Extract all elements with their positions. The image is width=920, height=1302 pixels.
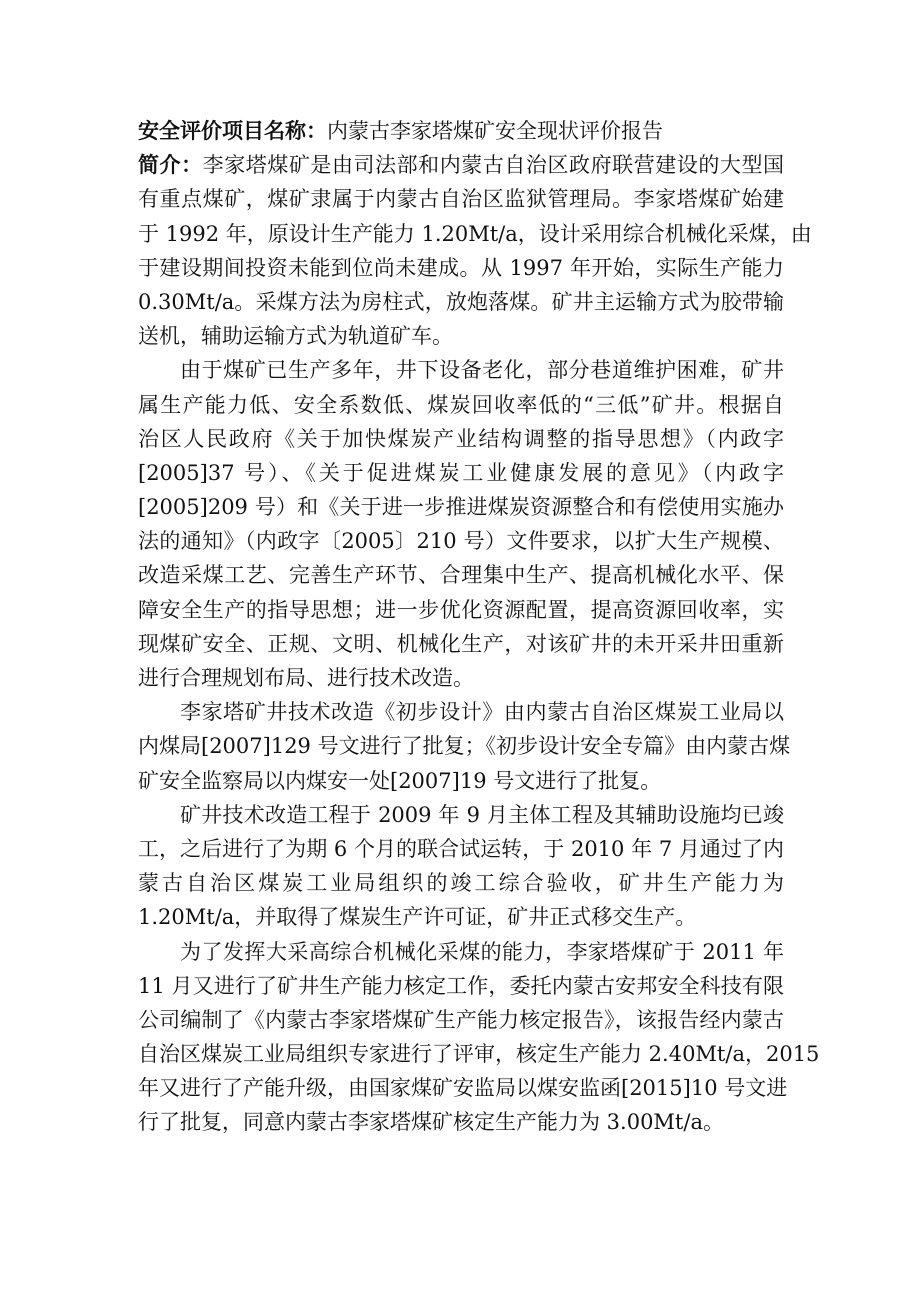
paragraph-line: 送机，辅助运输方式为轨道矿车。 xyxy=(138,324,453,349)
paragraph-line: [2005]37 号）、《关于促进煤炭工业健康发展的意见》（内政字 xyxy=(138,460,784,485)
paragraph-line: 11 月又进行了矿井生产能力核定工作，委托内蒙古安邦安全科技有限 xyxy=(138,973,784,998)
line-text: 李家塔煤矿是由司法部和内蒙古自治区政府联营建设的大型国 xyxy=(202,153,784,178)
paragraph-line: 治区人民政府《关于加快煤炭产业结构调整的指导思想》（内政字 xyxy=(138,426,784,451)
document-page xyxy=(138,114,820,1140)
body-paragraph xyxy=(138,353,784,695)
paragraph-line: 行了批复，同意内蒙古李家塔煤矿核定生产能力为 3.00Mt/a。 xyxy=(138,1110,724,1135)
paragraph-line: 内煤局[2007]129 号文进行了批复；《初步设计安全专篇》由内蒙古煤 xyxy=(138,734,791,759)
paragraph-line: 障安全生产的指导思想；进一步优化资源配置，提高资源回收率，实 xyxy=(138,597,784,622)
paragraph-line: 0.30Mt/a。采煤方法为房柱式，放炮落煤。矿井主运输方式为胶带输 xyxy=(138,289,784,314)
paragraph-line: 1.20Mt/a，并取得了煤炭生产许可证，矿井正式移交生产。 xyxy=(138,905,697,930)
paragraph-line: 现煤矿安全、正规、文明、机械化生产，对该矿井的未开采井田重新 xyxy=(138,631,784,656)
paragraph-line: 为了发挥大采高综合机械化采煤的能力，李家塔煤矿于 2011 年 xyxy=(180,939,784,964)
paragraph-line: 于建设期间投资未能到位尚未建成。从 1997 年开始，实际生产能力 xyxy=(138,255,784,280)
body-paragraph xyxy=(138,798,784,935)
paragraph-line: 李家塔矿井技术改造《初步设计》由内蒙古自治区煤炭工业局以 xyxy=(180,700,784,725)
paragraph-line: 年又进行了产能升级，由国家煤矿安监局以煤安监函[2015]10 号文进 xyxy=(138,1076,788,1101)
paragraph-line: 改造采煤工艺、完善生产环节、合理集中生产、提高机械化水平、保 xyxy=(138,563,784,588)
paragraph-line xyxy=(138,148,784,182)
paragraph-line: 由于煤矿已生产多年，井下设备老化，部分巷道维护困难，矿井 xyxy=(180,358,784,383)
paragraph-line: 于 1992 年，原设计生产能力 1.20Mt/a，设计采用综合机械化采煤，由 xyxy=(138,221,812,246)
paragraph-line: 自治区煤炭工业局组织专家进行了评审，核定生产能力 2.40Mt/a，2015 xyxy=(138,1042,820,1067)
intro-paragraph xyxy=(138,148,812,353)
paragraph-line: 法的通知》（内政字〔2005〕210 号）文件要求，以扩大生产规模、 xyxy=(138,529,784,554)
paragraph-line: 有重点煤矿，煤矿隶属于内蒙古自治区监狱管理局。李家塔煤矿始建 xyxy=(138,187,784,212)
project-title-label: 安全评价项目名称： xyxy=(138,118,327,143)
project-title-value: 内蒙古李家塔煤矿安全现状评价报告 xyxy=(327,119,663,143)
intro-label: 简介： xyxy=(138,152,203,178)
paragraph-line: 进行合理规划布局、进行技术改造。 xyxy=(138,666,474,690)
project-title-line xyxy=(138,114,784,148)
paragraph-line: 矿安全监察局以内煤安一处[2007]19 号文进行了批复。 xyxy=(138,768,662,793)
paragraph-line: 属生产能力低、安全系数低、煤炭回收率低的“三低”矿井。根据自 xyxy=(138,392,784,417)
body-paragraph xyxy=(138,695,791,798)
paragraph-line: 矿井技术改造工程于 2009 年 9 月主体工程及其辅助设施均已竣 xyxy=(180,802,784,827)
paragraph-line: 公司编制了《内蒙古李家塔煤矿生产能力核定报告》，该报告经内蒙古 xyxy=(138,1007,784,1032)
paragraph-line: 工，之后进行了为期 6 个月的联合试运转，于 2010 年 7 月通过了内 xyxy=(138,836,784,861)
paragraph-line: 蒙古自治区煤炭工业局组织的竣工综合验收，矿井生产能力为 xyxy=(138,871,784,896)
body-paragraph xyxy=(138,935,820,1140)
paragraph-line: [2005]209 号）和《关于进一步推进煤炭资源整合和有偿使用实施办 xyxy=(138,495,784,520)
